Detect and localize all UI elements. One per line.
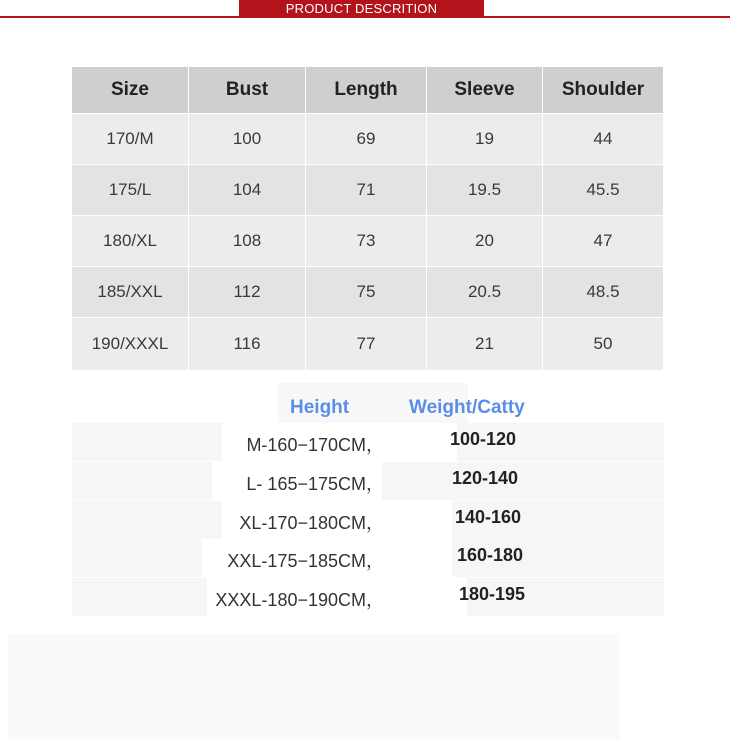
table-cell: 20.5 <box>427 267 543 318</box>
table-cell: 50 <box>543 318 664 371</box>
height-range: M-160−170CM， <box>246 435 384 455</box>
hw-row <box>72 462 664 500</box>
hw-row <box>72 578 664 616</box>
height-range: XL-170−180CM， <box>239 513 384 533</box>
table-cell: 44 <box>543 114 664 165</box>
size-table <box>72 67 664 371</box>
header-length: Length <box>306 67 427 114</box>
footer-placeholder <box>8 634 620 740</box>
table-cell: 112 <box>189 267 306 318</box>
height-range: XXL-175−185CM， <box>227 551 384 571</box>
header-sleeve: Sleeve <box>427 67 543 114</box>
table-cell: 116 <box>189 318 306 371</box>
header-size: Size <box>72 67 189 114</box>
weight-range: 100-120 <box>450 429 517 449</box>
table-cell: 170/M <box>72 114 189 165</box>
height-range: L- 165−175CM， <box>246 474 384 494</box>
table-cell: 48.5 <box>543 267 664 318</box>
table-cell: 75 <box>306 267 427 318</box>
table-cell: 21 <box>427 318 543 371</box>
table-cell: 19.5 <box>427 165 543 216</box>
weight-range: 120-140 <box>452 468 519 488</box>
table-cell: 69 <box>306 114 427 165</box>
table-cell: 47 <box>543 216 664 267</box>
weight-range: 180-195 <box>459 584 526 604</box>
table-cell: 100 <box>189 114 306 165</box>
weight-label: Weight/Catty <box>409 397 525 418</box>
height-label: Height <box>290 397 350 418</box>
weight-range: 160-180 <box>457 545 524 565</box>
table-cell: 77 <box>306 318 427 371</box>
table-cell: 180/XL <box>72 216 189 267</box>
header-shoulder: Shoulder <box>543 67 664 114</box>
table-cell: 19 <box>427 114 543 165</box>
section-title: PRODUCT DESCRITION <box>239 0 484 18</box>
height-range: XXXL-180−190CM， <box>215 590 384 610</box>
hw-row <box>72 539 664 577</box>
table-cell: 20 <box>427 216 543 267</box>
table-cell: 45.5 <box>543 165 664 216</box>
weight-range: 140-160 <box>455 507 522 527</box>
table-cell: 185/XXL <box>72 267 189 318</box>
table-cell: 175/L <box>72 165 189 216</box>
table-cell: 190/XXXL <box>72 318 189 371</box>
hw-row <box>72 423 664 461</box>
header-bust: Bust <box>189 67 306 114</box>
table-cell: 73 <box>306 216 427 267</box>
table-cell: 104 <box>189 165 306 216</box>
table-cell: 108 <box>189 216 306 267</box>
hw-row <box>72 501 664 539</box>
table-cell: 71 <box>306 165 427 216</box>
